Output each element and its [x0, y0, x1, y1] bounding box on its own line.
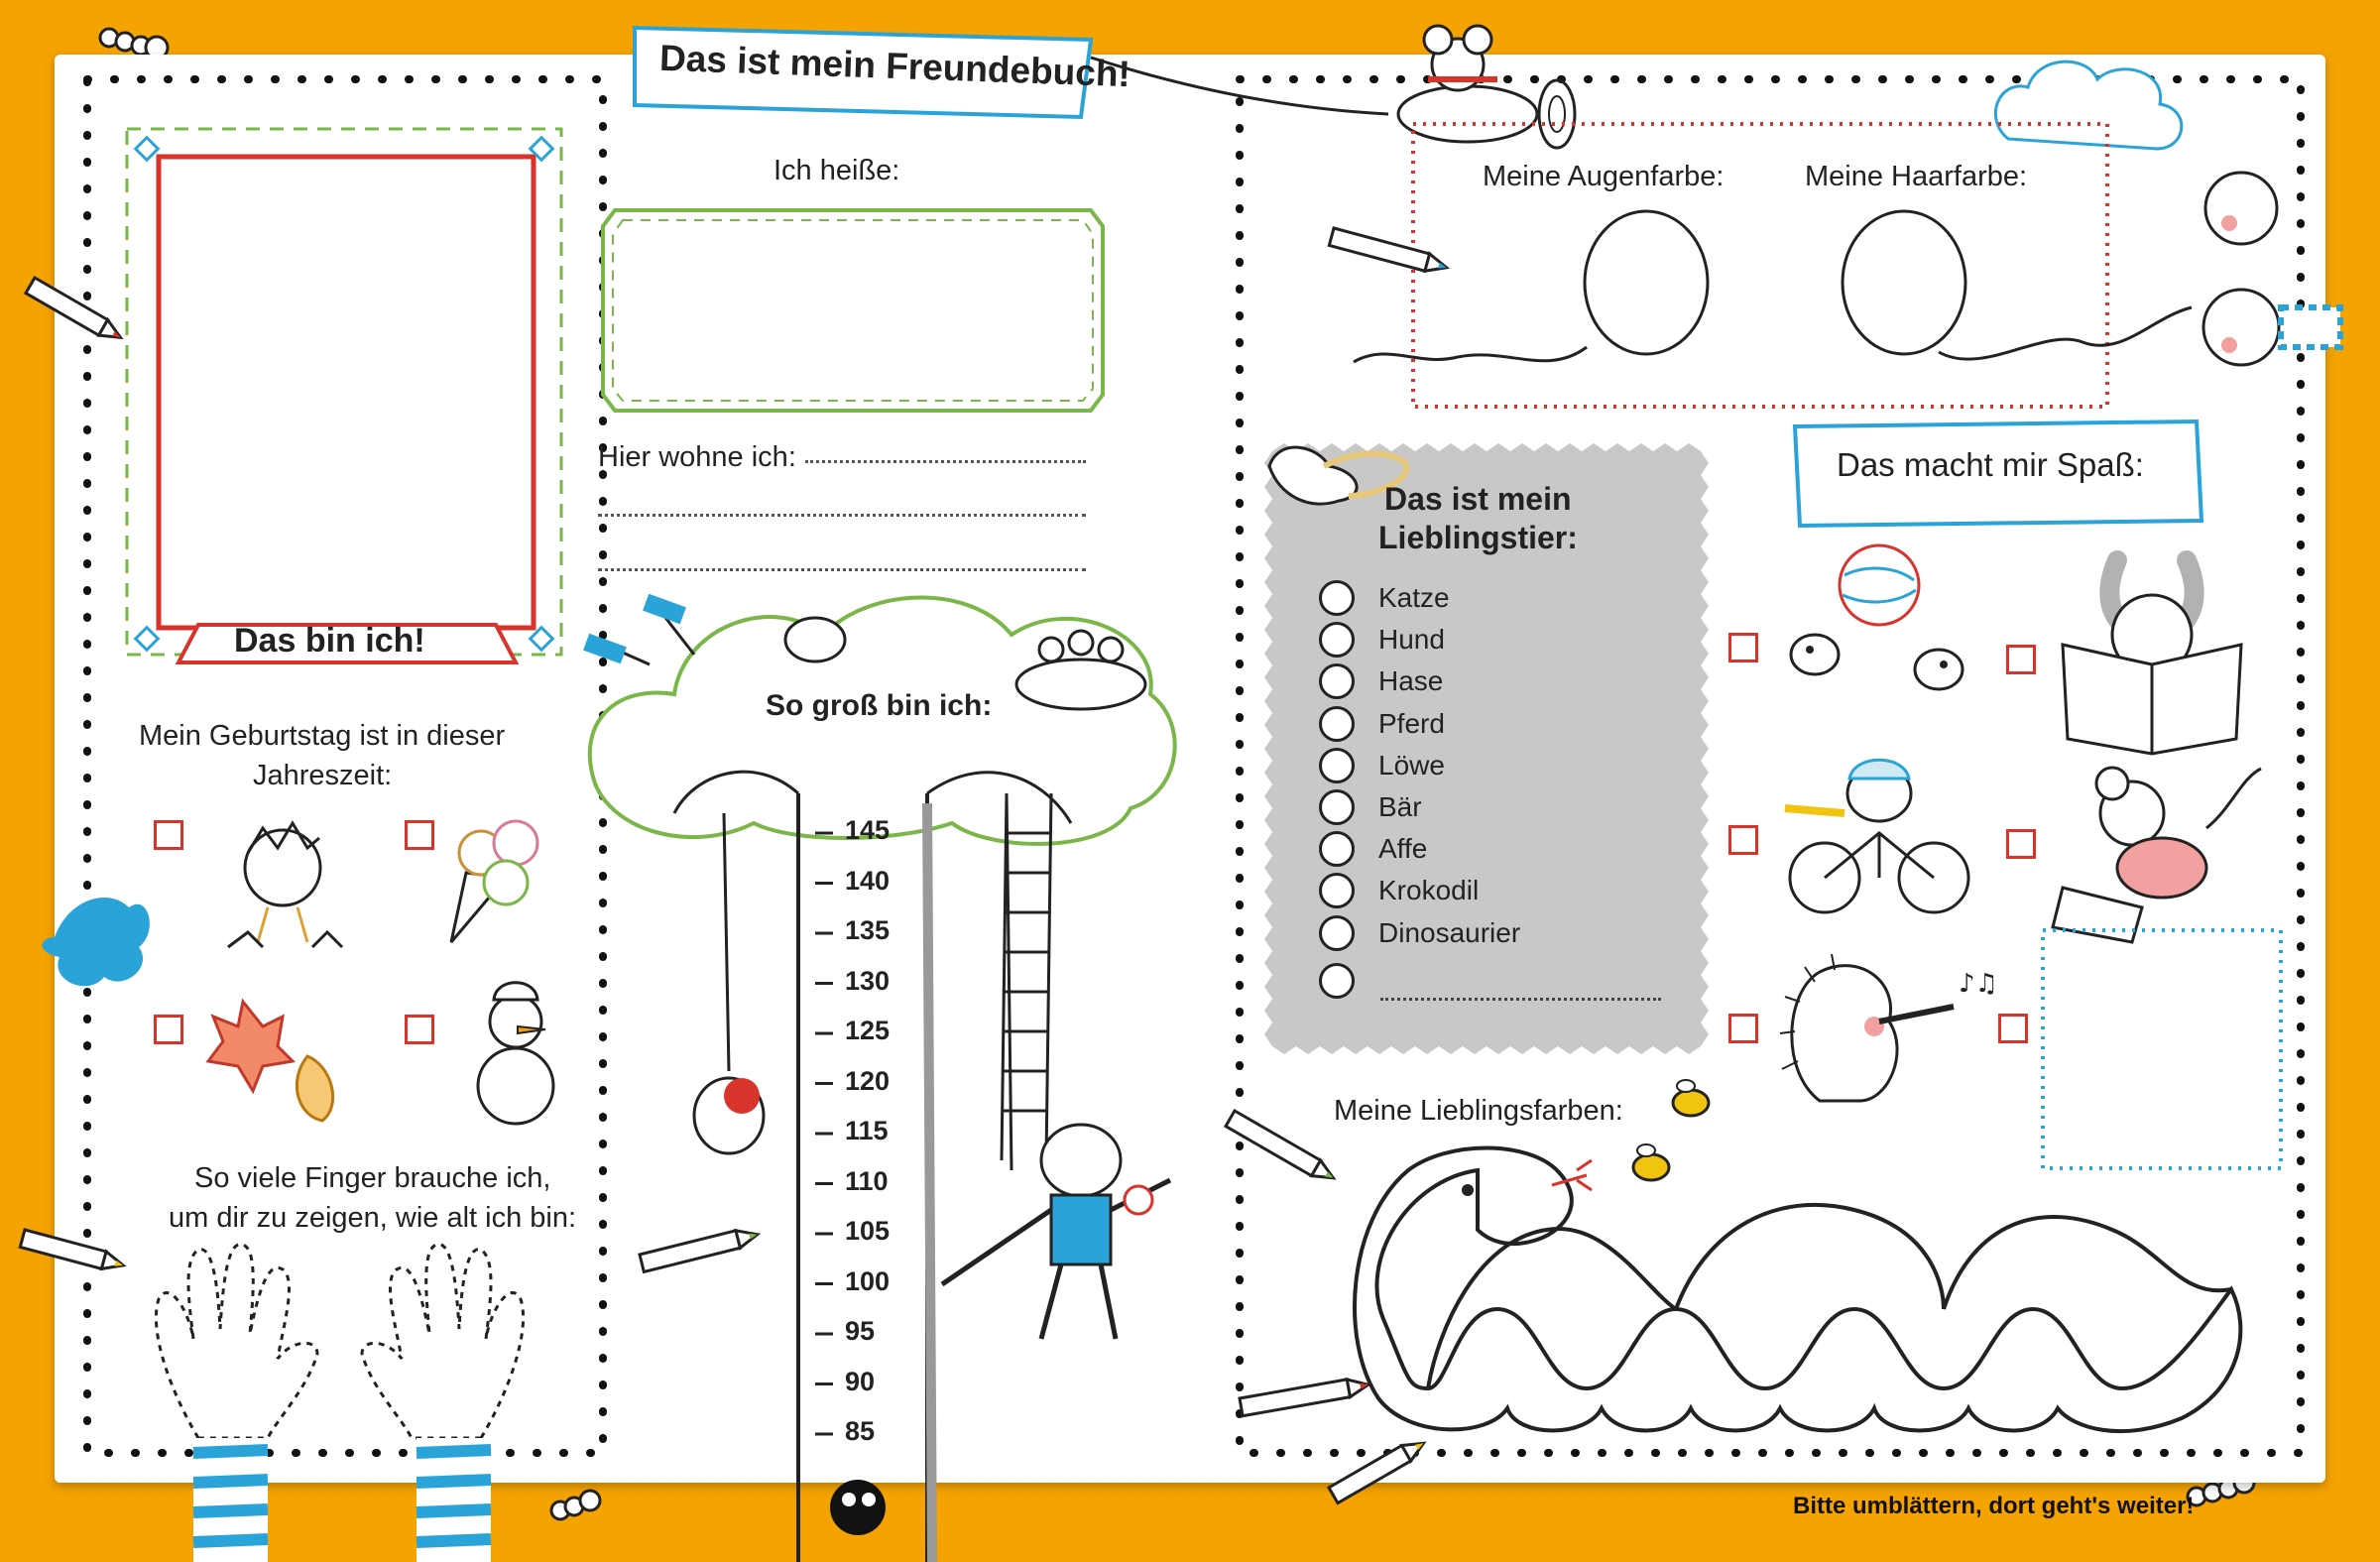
mouse-drawing-icon — [2053, 768, 2261, 942]
season-summer-checkbox[interactable] — [405, 820, 434, 850]
photo-frame[interactable] — [159, 157, 534, 628]
ice-cream-cone-icon — [451, 821, 537, 942]
animal-name: Bär — [1378, 791, 1422, 822]
paint-splash-icon — [43, 898, 150, 986]
animal-name: Dinosaurier — [1378, 916, 1521, 948]
animal-option[interactable] — [1319, 619, 1445, 661]
pencil-icon — [1329, 228, 1449, 276]
hobby-custom-checkbox[interactable] — [1998, 1014, 2028, 1043]
address-line-1[interactable] — [805, 460, 1086, 463]
hobby-reading-checkbox[interactable] — [2006, 645, 2036, 674]
animal-radio[interactable] — [1319, 580, 1355, 616]
animal-option[interactable] — [1319, 745, 1445, 786]
pencil-icon — [1240, 1376, 1369, 1415]
frog-cycling-icon — [1785, 760, 1968, 912]
height-tick-label: 110 — [845, 1165, 889, 1196]
animal-option[interactable] — [1319, 912, 1520, 954]
animal-radio[interactable] — [1319, 748, 1355, 783]
hair-color-label: Meine Haarfarbe: — [1805, 161, 2028, 192]
height-scale — [815, 833, 833, 1434]
birthday-label-2: Jahreszeit: — [253, 760, 393, 791]
page-title: Das ist mein Freundebuch! — [658, 37, 1131, 95]
bee-icon — [1673, 1080, 1709, 1116]
airplane-mouse-icon — [1398, 26, 1575, 148]
address-line-2[interactable] — [598, 514, 1086, 517]
animal-name: Krokodil — [1378, 875, 1480, 906]
eye-color-balloon[interactable] — [1585, 211, 1708, 354]
footer-note[interactable]: Bitte umblättern, dort geht's weiter! — [1793, 1493, 2195, 1519]
snowman-icon — [478, 983, 553, 1124]
animal-name: Affe — [1378, 833, 1428, 865]
animal-option-other[interactable] — [1319, 960, 1378, 1002]
season-autumn-checkbox[interactable] — [154, 1015, 183, 1044]
hobby-music-checkbox[interactable] — [1728, 1014, 1758, 1043]
custom-hobby-box[interactable] — [2043, 930, 2281, 1168]
animal-radio[interactable] — [1319, 963, 1355, 999]
ladybugs-ball-icon — [1791, 545, 1963, 689]
eye-color-label: Meine Augenfarbe: — [1483, 161, 1725, 192]
address-line-3[interactable] — [598, 568, 1086, 571]
photo-banner-label: Das bin ich! — [234, 622, 425, 660]
hobby-cycling-checkbox[interactable] — [1728, 825, 1758, 855]
animal-option[interactable] — [1319, 661, 1443, 702]
animal-radio[interactable] — [1319, 663, 1355, 699]
animal-option[interactable] — [1319, 703, 1445, 745]
height-tick-label: 120 — [845, 1065, 891, 1096]
animal-option[interactable] — [1319, 828, 1427, 870]
pencil-icon — [26, 278, 125, 345]
chick-hatching-icon — [228, 823, 342, 947]
cloud-icon — [1995, 61, 2181, 149]
fav-animal-title: Das ist mein — [1384, 481, 1572, 517]
animal-radio[interactable] — [1319, 622, 1355, 658]
animal-option[interactable] — [1319, 577, 1450, 619]
height-tick-label: 145 — [845, 815, 891, 845]
height-tick-label: 115 — [845, 1116, 889, 1145]
height-tick-label: 85 — [845, 1416, 876, 1446]
animal-radio[interactable] — [1319, 789, 1355, 825]
right-hand-outline[interactable] — [362, 1245, 524, 1562]
cat-hanging-icon — [942, 1125, 1170, 1339]
animal-name: Löwe — [1378, 749, 1445, 781]
autumn-leaves-icon — [208, 1002, 333, 1121]
bee-icon — [1633, 1144, 1669, 1180]
left-hand-outline[interactable] — [156, 1245, 317, 1562]
rabbit-reading-icon — [2063, 560, 2241, 754]
snake-coloring-icon[interactable] — [1355, 1148, 2240, 1432]
fingers-label-2: um dir zu zeigen, wie alt ich bin: — [169, 1202, 577, 1234]
hobbies-title: Das macht mir Spaß: — [1837, 446, 2144, 483]
height-tick-label: 130 — [845, 965, 891, 996]
birthday-label: Mein Geburtstag ist in dieser — [139, 720, 506, 752]
svg-text:♪♫: ♪♫ — [1959, 969, 1998, 999]
height-tick-label: 135 — [845, 915, 891, 945]
pencil-icon — [640, 1226, 760, 1271]
pencil-icon — [1329, 1436, 1428, 1503]
animal-radio[interactable] — [1319, 915, 1355, 951]
pencil-icon — [20, 1230, 125, 1274]
animal-other-line[interactable] — [1380, 998, 1661, 1001]
height-tick-label: 100 — [845, 1265, 891, 1296]
hobby-drawing-checkbox[interactable] — [2006, 829, 2036, 859]
animal-option[interactable] — [1319, 870, 1479, 911]
hobby-ball-checkbox[interactable] — [1728, 633, 1758, 662]
fav-colors-label: Meine Lieblingsfarben: — [1334, 1095, 1623, 1127]
animal-name: Katze — [1378, 582, 1450, 613]
animal-name: Hase — [1378, 665, 1444, 697]
height-tick-label: 125 — [845, 1016, 891, 1045]
animal-name: Hund — [1378, 624, 1445, 656]
season-winter-checkbox[interactable] — [405, 1015, 434, 1044]
height-tick-label: 95 — [845, 1316, 876, 1346]
animal-radio[interactable] — [1319, 831, 1355, 867]
height-tick-label: 140 — [845, 865, 891, 896]
hair-color-balloon[interactable] — [1843, 211, 1965, 354]
animal-name: Pferd — [1378, 707, 1445, 739]
name-frame[interactable] — [603, 210, 1103, 411]
fingers-label: So viele Finger brauche ich, — [194, 1162, 551, 1194]
animal-radio[interactable] — [1319, 873, 1355, 908]
address-label: Hier wohne ich: — [598, 441, 796, 473]
season-spring-checkbox[interactable] — [154, 820, 183, 850]
height-tick-label: 105 — [845, 1216, 891, 1246]
height-tick-label: 90 — [845, 1366, 876, 1396]
name-label: Ich heiße: — [774, 155, 900, 186]
animal-option[interactable] — [1319, 786, 1422, 828]
animal-radio[interactable] — [1319, 706, 1355, 742]
fav-animal-title-2: Lieblingstier: — [1378, 520, 1578, 555]
hedgehog-flute-icon — [1780, 954, 1998, 1101]
height-title: So groß bin ich: — [766, 689, 993, 722]
kids-peeking-icon — [2203, 173, 2340, 365]
